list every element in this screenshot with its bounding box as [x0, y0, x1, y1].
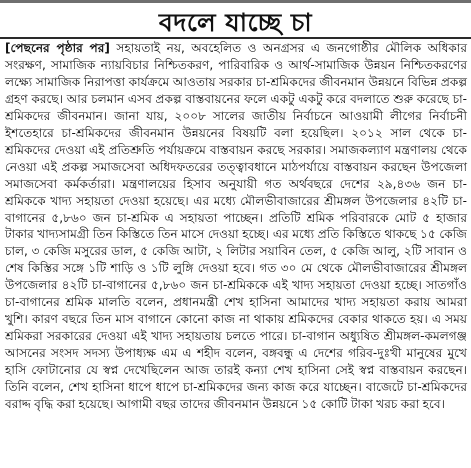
article-body-text: সহায়তাই নয়, অবহেলিত ও অনগ্রসর এ জনগোষ্ঠীর মৌলিক অধিকার সংরক্ষণ, সামাজিক ন্যায়বিচার নিশ্চিতকরণ, পারিবারিক ও আর্থ-সামাজিক উন্নয়ন নিশ্চিতকরণের লক্ষ্যে সামাজিক নিরাপত্তা কার্যক্রমে আওতায় সরকার চা-শ্রমিকদের জীবনমান উন্নয়নে বিভিন্ন প্রকল্প গ্রহণ করছে। আর চলমান এসব প্রকল্প বাস্তবায়নের ফলে একটু একটু করে বদলাতে শুরু করেছে চা-শ্রমিকদের জীবনমান। জানা যায়, ২০০৮ সালের জাতীয় নির্বাচনে আওয়ামী লীগের নির্বাচনী ইশতেহারে চা-শ্রমিকদের জীবনমান উন্নয়নের বিষয়টি বলা হয়েছিল। ২০১২ সাল থেকে চা-শ্রমিকদের দেওয়া এই প্রতিশ্রুতি পর্যায়ক্রমে বাস্তবায়ন করছে সরকার। সমাজকল্যাণ মন্ত্রণালয় থেকে নেওয়া এই প্রকল্প সমাজসেবা অধিদফতরের তত্ত্বাবধানে মাঠপর্যায়ে বাস্তবায়ন করছেন উপজেলা সমাজসেবা কর্মকর্তারা। মন্ত্রণালয়ের হিসাব অনুযায়ী গত অর্থবছরে দেশের ২৯,৪৩৬ জন চা-শ্রমিককে খাদ্য সহায়তা দেওয়া হয়েছে। এর মধ্যে মৌলভীবাজারের শ্রীমঙ্গল উপজেলার ৪২টি চা-বাগানের ৫,৮৬০ জন চা-শ্রমিক এ সহায়তা পাচ্ছেন। প্রতিটি শ্রমিক পরিবারকে মোট ৫ হাজার টাকার খাদ্যসামগ্রী তিন কিস্তিতে তিন মাসে দেওয়া হচ্ছে। এর মধ্যে প্রতি কিস্তিতে থাকছে ১৫ কেজি চাল, ৩ কেজি মসুরের ডাল, ৫ কেজি আটা, ২ লিটার সয়াবিন তেল, ৫ কেজি আলু, ২টি সাবান ও শেষ কিস্তির সঙ্গে ১টি শাড়ি ও ১টি লুঙ্গি দেওয়া হবে। গত ৩০ মে থেকে মৌলভীবাজারের শ্রীমঙ্গল উপজেলার ৪২টি চা-বাগানের ৫,৮৬০ জন চা-শ্রমিককে এই খাদ্য সহায়তা দেওয়া হচ্ছে। সাতগাঁও চা-বাগানের শ্রমিক মালতি বলেন, প্রধানমন্ত্রী শেখ হাসিনা আমাদের খাদ্য সহায়তা করায় আমরা খুশি। কারণ বছরে তিন মাস বাগানে কোনো কাজ না থাকায় শ্রমিকদের বেকার থাকতে হয়। এ সময় শ্রমিকরা সরকারের দেওয়া এই খাদ্য সহায়তায় চলতে পারে। চা-বাগান অধ্যুষিত শ্রীমঙ্গল-কমলগঞ্জ আসনের সংসদ সদস্য উপাধ্যক্ষ এম এ শহীদ বলেন, বঙ্গবন্ধু এ দেশের গরিব-দুঃখী মানুষের মুখে হাসি ফোটানোর যে স্বপ্ন দেখেছিলেন আজ তারই কন্যা শেখ হাসিনা সেই স্বপ্ন বাস্তবায়ন করছেন। তিনি বলেন, শেখ হাসিনা ধাপে ধাপে চা-শ্রমিকদের জন্য কাজ করে যাচ্ছেন। বাজেটে চা-শ্রমিকদের বরাদ্দ বৃদ্ধি করা হয়েছে। আগামী বছর তাদের জীবনমান উন্নয়নে ১৫ কোটি টাকা খরচ করা হবে। — [5, 41, 467, 412]
article-body — [5, 40, 467, 413]
continuation-marker: [পেছনের পৃষ্ঠার পর] — [5, 41, 110, 55]
top-border-rule — [0, 0, 471, 3]
article-headline: বদলে যাচ্ছে চা — [158, 8, 313, 37]
headline-divider — [0, 37, 471, 39]
